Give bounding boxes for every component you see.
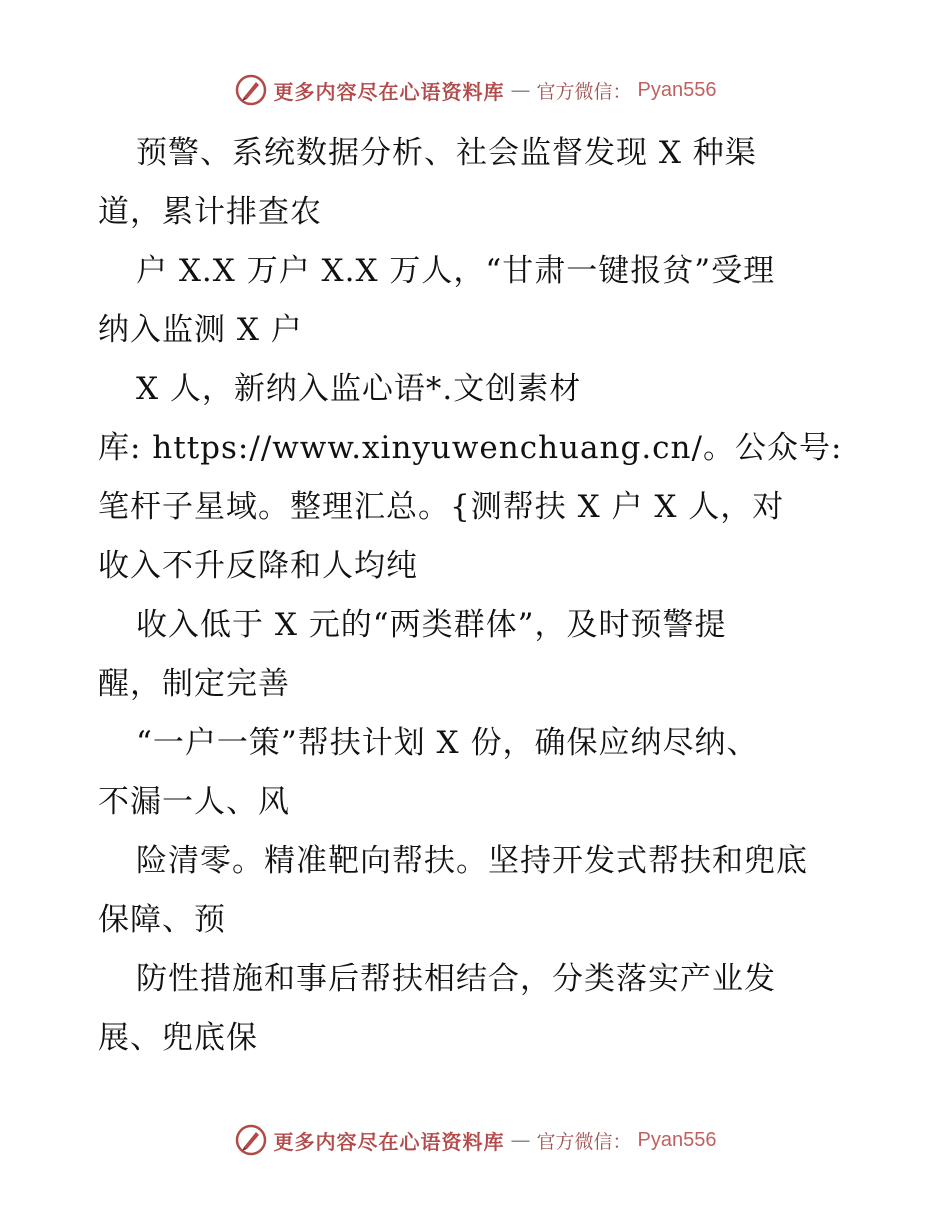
body-line: 收入不升反降和人均纯	[98, 548, 418, 584]
header-brand-text: 更多内容尽在心语资料库	[273, 79, 505, 104]
header-banner	[0, 70, 950, 110]
pen-logo-icon	[234, 73, 268, 107]
pen-logo-icon	[234, 1123, 268, 1157]
header-dash: —	[510, 78, 531, 102]
body-line: 笔杆子星域。整理汇总。{测帮扶 X 户 X 人，对	[98, 489, 785, 525]
body-line: 纳入监测 X 户	[98, 312, 303, 348]
body-line: 醒，制定完善	[98, 666, 290, 702]
header-wechat-id: Pyan556	[637, 78, 717, 101]
footer-wechat-id: Pyan556	[637, 1128, 717, 1151]
body-line: 收入低于 X 元的“两类群体”，及时预警提	[136, 607, 727, 643]
body-line: 防性措施和事后帮扶相结合，分类落实产业发	[136, 961, 776, 997]
body-line: “一户一策”帮扶计划 X 份，确保应纳尽纳、	[136, 725, 759, 761]
body-line: 不漏一人、风	[98, 784, 290, 820]
body-line: 展、兜底保	[98, 1020, 258, 1056]
body-line: 险清零。精准靶向帮扶。坚持开发式帮扶和兜底	[136, 843, 808, 879]
footer-dash: —	[510, 1128, 531, 1152]
body-line: 户 X.X 万户 X.X 万人，“甘肃一键报贫”受理	[136, 253, 776, 289]
body-line: 保障、预	[98, 902, 226, 938]
body-line: 预警、系统数据分析、社会监督发现 X 种渠	[136, 135, 757, 171]
body-line: X 人，新纳入监心语*.文创素材	[136, 371, 582, 407]
body-line: 道，累计排查农	[98, 194, 322, 230]
body-line: 库: https://www.xinyuwenchuang.cn/。公众号:	[98, 430, 843, 466]
footer-wechat-label: 官方微信：	[536, 1130, 632, 1153]
footer-brand-text: 更多内容尽在心语资料库	[273, 1129, 505, 1154]
document-body	[98, 124, 868, 1068]
header-wechat-label: 官方微信：	[536, 80, 632, 103]
footer-banner	[0, 1120, 950, 1160]
